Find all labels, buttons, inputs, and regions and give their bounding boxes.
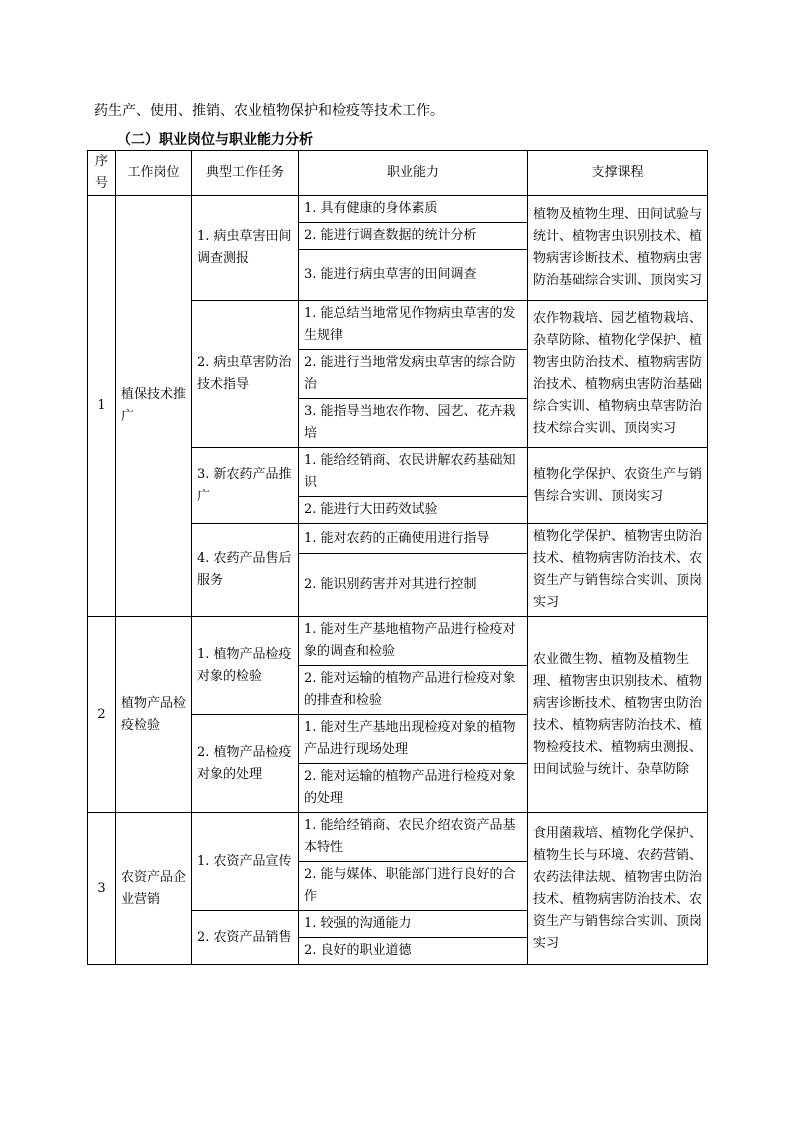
row-position: 植保技术推广 bbox=[116, 196, 192, 617]
ability-cell: 2. 能对运输的植物产品进行检疫对象的处理 bbox=[299, 764, 528, 813]
ability-cell: 2. 能进行当地常发病虫草害的综合防治 bbox=[299, 350, 528, 399]
course-cell: 植物化学保护、植物害虫防治技术、植物病害防治技术、农资生产与销售综合实训、顶岗实习 bbox=[528, 524, 708, 617]
row-seq: 3 bbox=[88, 813, 116, 965]
task-cell: 1. 植物产品检疫对象的检验 bbox=[192, 617, 299, 715]
career-ability-table bbox=[87, 150, 708, 965]
ability-cell: 1. 能对农药的正确使用进行指导 bbox=[299, 524, 528, 554]
ability-cell: 3. 能指导当地农作物、园艺、花卉栽培 bbox=[299, 399, 528, 448]
table-row bbox=[88, 196, 708, 223]
ability-cell: 1. 较强的沟通能力 bbox=[299, 911, 528, 938]
intro-paragraph: 药生产、使用、推销、农业植物保护和检疫等技术工作。 bbox=[94, 103, 444, 119]
ability-cell: 2. 能识别药害并对其进行控制 bbox=[299, 554, 528, 617]
header-task: 典型工作任务 bbox=[192, 151, 299, 196]
task-cell: 2. 农资产品销售 bbox=[192, 911, 299, 965]
course-cell: 植物及植物生理、田间试验与统计、植物害虫识别技术、植物病害诊断技术、植物病虫害防治基础综合实训、顶岗实习 bbox=[528, 196, 708, 301]
ability-cell: 1. 能对生产基地出现检疫对象的植物产品进行现场处理 bbox=[299, 715, 528, 764]
task-cell: 1. 农资产品宣传 bbox=[192, 813, 299, 911]
ability-cell: 2. 良好的职业道德 bbox=[299, 938, 528, 965]
row-position: 植物产品检疫检验 bbox=[116, 617, 192, 813]
row-position: 农资产品企业营销 bbox=[116, 813, 192, 965]
header-course: 支撑课程 bbox=[528, 151, 708, 196]
row-seq: 1 bbox=[88, 196, 116, 617]
section-heading: （二）职业岗位与职业能力分析 bbox=[117, 132, 313, 148]
ability-cell: 1. 能给经销商、农民介绍农资产品基本特性 bbox=[299, 813, 528, 862]
ability-cell: 2. 能与媒体、职能部门进行良好的合作 bbox=[299, 862, 528, 911]
ability-cell: 2. 能对运输的植物产品进行检疫对象的排查和检验 bbox=[299, 666, 528, 715]
course-cell: 植物化学保护、农资生产与销售综合实训、顶岗实习 bbox=[528, 448, 708, 524]
ability-cell: 2. 能进行调查数据的统计分析 bbox=[299, 223, 528, 250]
table-row bbox=[88, 617, 708, 666]
ability-cell: 3. 能进行病虫草害的田间调查 bbox=[299, 250, 528, 301]
header-position: 工作岗位 bbox=[116, 151, 192, 196]
header-ability: 职业能力 bbox=[299, 151, 528, 196]
header-seq: 序号 bbox=[88, 151, 116, 196]
task-cell: 2. 植物产品检疫对象的处理 bbox=[192, 715, 299, 813]
ability-cell: 1. 能总结当地常见作物病虫草害的发生规律 bbox=[299, 301, 528, 350]
table-row bbox=[88, 813, 708, 862]
task-cell: 2. 病虫草害防治技术指导 bbox=[192, 301, 299, 448]
ability-cell: 1. 能对生产基地植物产品进行检疫对象的调查和检验 bbox=[299, 617, 528, 666]
table-header-row bbox=[88, 151, 708, 196]
course-cell: 农作物栽培、园艺植物栽培、杂草防除、植物化学保护、植物害虫防治技术、植物病害防治技术、植物病虫害防治基础综合实训、植物病虫草害防治技术综合实训、顶岗实习 bbox=[528, 301, 708, 448]
ability-cell: 2. 能进行大田药效试验 bbox=[299, 497, 528, 524]
ability-cell: 1. 能给经销商、农民讲解农药基础知识 bbox=[299, 448, 528, 497]
row-seq: 2 bbox=[88, 617, 116, 813]
task-cell: 1. 病虫草害田间调查测报 bbox=[192, 196, 299, 301]
task-cell: 4. 农药产品售后服务 bbox=[192, 524, 299, 617]
ability-cell: 1. 具有健康的身体素质 bbox=[299, 196, 528, 223]
course-cell: 农业微生物、植物及植物生理、植物害虫识别技术、植物病害诊断技术、植物害虫防治技术、植物病害防治技术、植物检疫技术、植物病虫测报、田间试验与统计、杂草防除 bbox=[528, 617, 708, 813]
task-cell: 3. 新农药产品推广 bbox=[192, 448, 299, 524]
course-cell: 食用菌栽培、植物化学保护、植物生长与环境、农药营销、农药法律法规、植物害虫防治技术、植物病害防治技术、农资生产与销售综合实训、顶岗实习 bbox=[528, 813, 708, 965]
